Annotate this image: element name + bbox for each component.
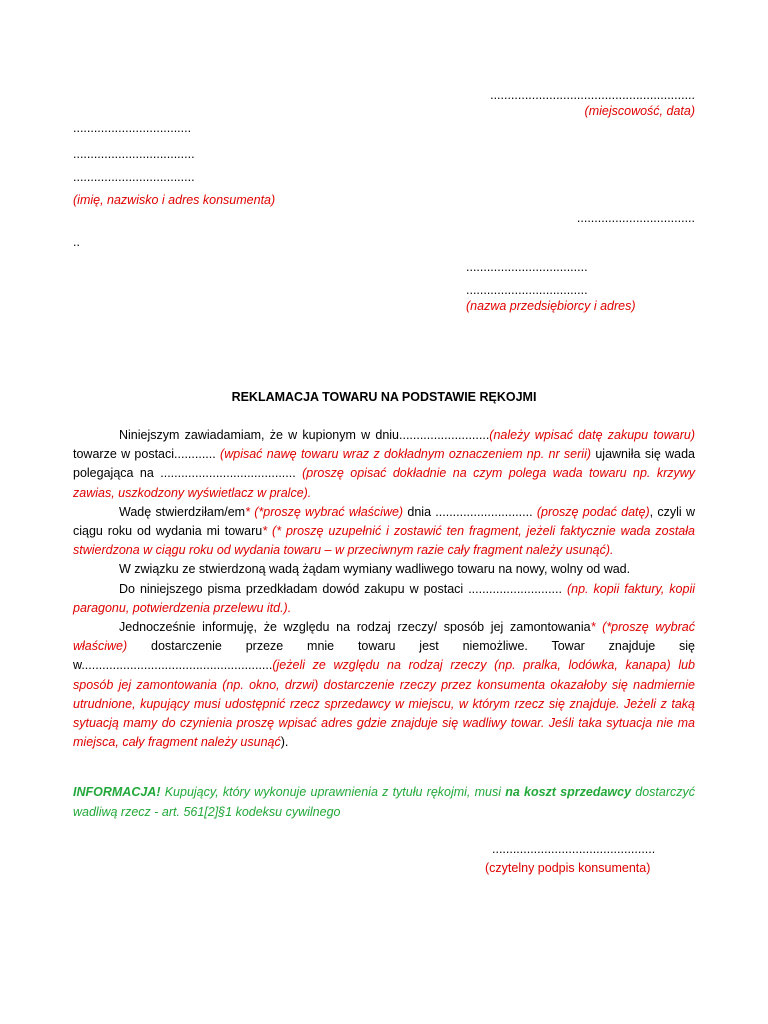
consumer-line-2: ................................... — [73, 147, 195, 161]
place-date-label: (miejscowość, data) — [584, 104, 695, 118]
consumer-line-1: .................................. — [73, 121, 192, 135]
right-dots-field: .................................. — [576, 211, 695, 225]
instruction: * (*proszę wybrać właściwe) — [245, 504, 404, 519]
consumer-line-3: ................................... — [73, 170, 195, 184]
instruction: (proszę opisać dokładnie na czym polega wada towaru np. krzywy zawias, uszkodzony wyświetlacz w pralce). — [73, 466, 696, 500]
instruction: (jeżeli ze względu na rodzaj rzeczy (np. pralka, lodówka, kanapa) lub sposób jej zamontowania (np. okno, drzwi) dostarczenie rzeczy przez konsumenta okazałoby się nadmiernie utrudnione, kupujący musi udostępnić rzecz sprzedawcy w miejscu, w którym rzecz się znajduje. Jeżeli z taką sytuacją mamy do czynienia proszę wpisać adres gdzie znajduje się wadliwy towar. Jeśli taka sytuacja nie ma miejsca, cały fragment należy usunąć — [73, 658, 695, 750]
info-note — [73, 783, 695, 822]
instruction: * (* proszę uzupełnić i zostawić ten fragment, jeżeli faktycznie wada została stwierdzona w ciągu roku od wydania towaru – w przeciwnym razie cały fragment należy usunąć). — [73, 524, 695, 558]
info-label: INFORMACJA! — [73, 785, 161, 799]
instruction: (wpisać nawę towaru wraz z dokładnym oznaczeniem np. nr serii) — [220, 447, 592, 462]
instruction: (proszę podać datę) — [536, 504, 650, 519]
document-title: REKLAMACJA TOWARU NA PODSTAWIE RĘKOJMI — [231, 390, 537, 404]
text: dnia ............................ — [403, 504, 537, 519]
text: Niniejszym zawiadamiam, że w kupionym w dniu.......................... — [119, 428, 490, 442]
seller-label: (nazwa przedsiębiorcy i adres) — [466, 299, 636, 313]
text: towarze w postaci............ — [73, 447, 221, 462]
short-dots: .. — [73, 235, 80, 249]
text: , czyli w ciągu roku od wydania mi towaru — [73, 504, 695, 539]
instruction: * (*proszę wybrać właściwe) — [73, 620, 695, 654]
paragraph-location — [73, 618, 695, 752]
seller-line-1: ................................... — [466, 260, 588, 274]
signature-field: ............................................... — [492, 842, 656, 856]
instruction: (np. kopii faktury, kopii paragonu, potwierdzenia przelewu itd.). — [73, 581, 695, 615]
text: Do niniejszego pisma przedkładam dowód zakupu w postaci ........................... — [119, 581, 567, 596]
consumer-label: (imię, nazwisko i adres konsumenta) — [73, 193, 276, 207]
complaint-body — [73, 426, 695, 752]
instruction: (należy wpisać datę zakupu towaru) — [489, 428, 695, 442]
text: dostarczenie przeze mnie towaru jest niemożliwe. Towar znajduje się w....................................................... — [73, 639, 695, 673]
paragraph-demand: W związku ze stwierdzoną wadą żądam wymiany wadliwego towaru na nowy, wolny od wad. — [119, 562, 631, 577]
info-text: Kupujący, który wykonuje uprawnienia z tytułu rękojmi, musi — [160, 785, 506, 799]
seller-line-2: ................................... — [466, 283, 588, 297]
text: Wadę stwierdziłam/em — [119, 504, 246, 519]
text: ujawniła się wada polegająca na ....................................... — [73, 447, 696, 481]
place-date-field: ........................................................... — [490, 88, 695, 102]
text: Jednocześnie informuję, że względu na rodzaj rzeczy/ sposób jej zamontowania — [119, 620, 591, 635]
info-text: dostarczyć wadliwą rzecz - art. 561[2]§1 kodeksu cywilnego — [73, 785, 695, 819]
signature-label: (czytelny podpis konsumenta) — [485, 861, 651, 875]
paragraph-proof — [73, 580, 695, 618]
paragraph-purchase — [73, 426, 695, 503]
text: ). — [280, 735, 289, 750]
paragraph-defect-date — [73, 503, 695, 561]
info-bold-text: na koszt sprzedawcy — [505, 785, 632, 799]
